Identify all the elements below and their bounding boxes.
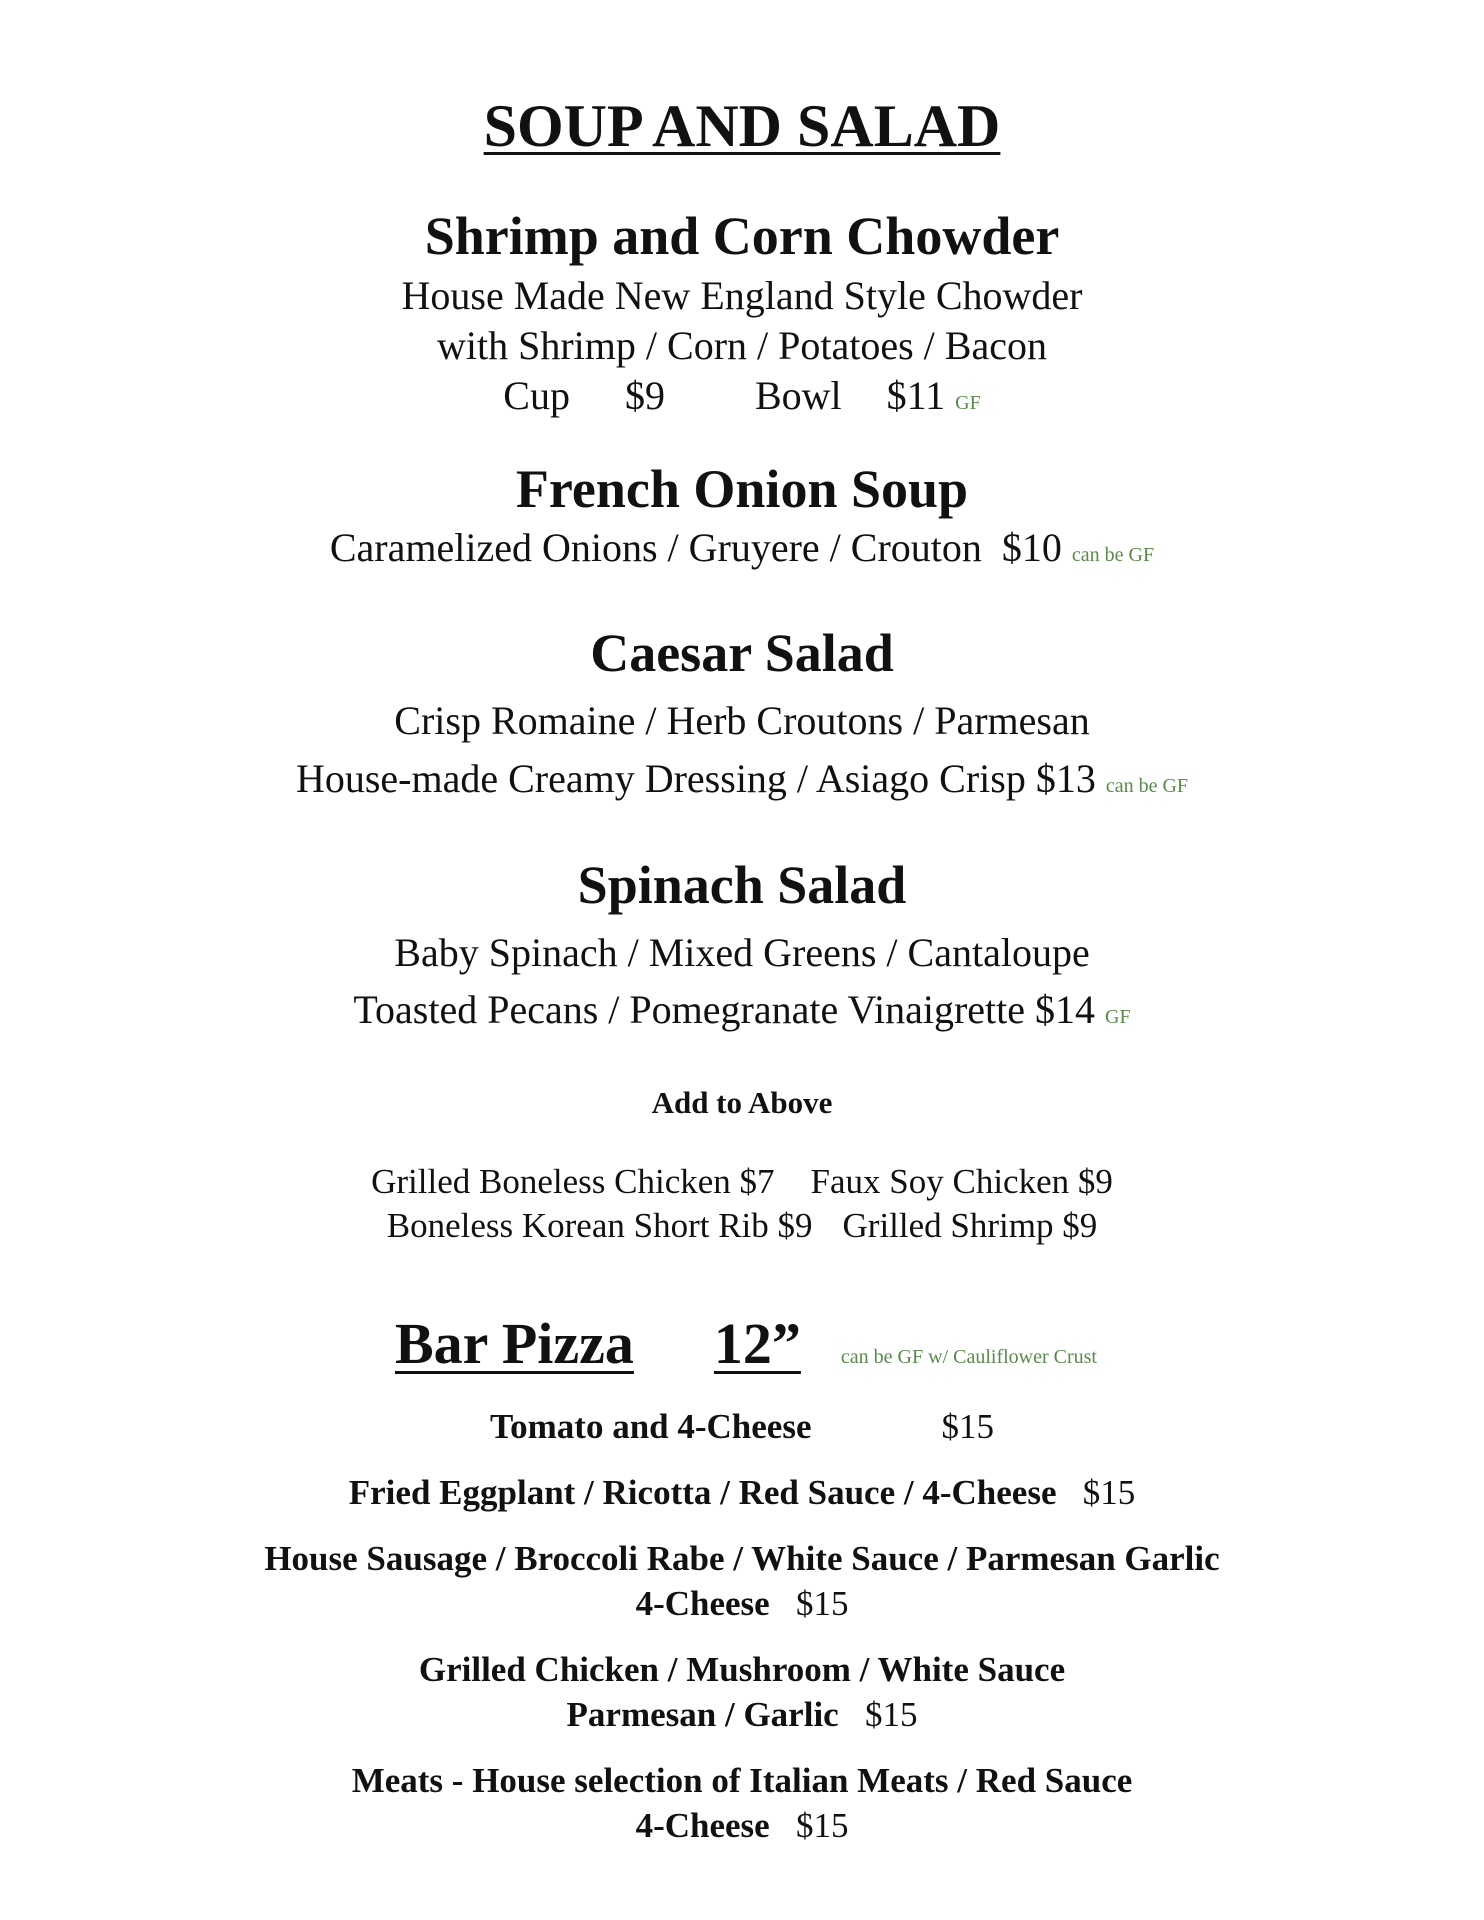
item-name-french-onion: French Onion Soup xyxy=(515,459,969,519)
cup-label: Cup xyxy=(503,373,570,418)
item-price: $14 xyxy=(1035,987,1096,1032)
item-desc-caesar-1: Crisp Romaine / Herb Croutons / Parmesan xyxy=(394,698,1090,743)
item-desc-french-onion: Caramelized Onions / Gruyere / Crouton $10 can be GF xyxy=(329,525,1155,570)
addon-name: Faux Soy Chicken xyxy=(810,1162,1070,1201)
bowl-label: Bowl xyxy=(754,373,842,418)
addon-name: Grilled Boneless Chicken xyxy=(371,1162,731,1201)
item-desc-chowder-2: with Shrimp / Corn / Potatoes / Bacon xyxy=(437,323,1047,368)
gf-badge: GF xyxy=(955,392,981,414)
addon-price: $9 xyxy=(1077,1162,1113,1201)
pizza-item-5-line-1: Meats - House selection of Italian Meats / Red Sauce xyxy=(351,1761,1133,1800)
pizza-price: $15 xyxy=(864,1695,918,1734)
pizza-price: $15 xyxy=(795,1806,849,1845)
addon-price: $9 xyxy=(1062,1206,1098,1245)
pizza-item-1: Tomato and 4-Cheese $15 xyxy=(490,1407,994,1446)
item-desc-spinach-1: Baby Spinach / Mixed Greens / Cantaloupe xyxy=(394,930,1090,975)
addon-name: Boneless Korean Short Rib xyxy=(386,1206,769,1245)
pizza-price: $15 xyxy=(795,1584,849,1623)
bowl-price: $11 xyxy=(886,373,946,418)
section-title: SOUP AND SALAD xyxy=(483,93,1001,159)
addon-name: Grilled Shrimp xyxy=(842,1206,1054,1245)
pizza-header xyxy=(395,1310,1097,1377)
item-prices-chowder xyxy=(0,372,1484,419)
add-to-above-heading: Add to Above xyxy=(651,1085,833,1120)
pizza-price: $15 xyxy=(941,1407,994,1446)
gf-badge: can be GF xyxy=(1105,775,1189,797)
item-desc-caesar-2: House-made Creamy Dressing / Asiago Crisp $13 can be GF xyxy=(295,756,1189,801)
addon-row-1 xyxy=(0,1162,1484,1202)
item-name-chowder: Shrimp and Corn Chowder xyxy=(424,206,1060,266)
pizza-price: $15 xyxy=(1082,1473,1136,1512)
pizza-item-2: Fried Eggplant / Ricotta / Red Sauce / 4-Cheese $15 xyxy=(348,1473,1136,1512)
item-price: $10 xyxy=(1001,525,1062,570)
item-desc-chowder-1: House Made New England Style Chowder xyxy=(401,273,1083,318)
pizza-item-4-line-1: Grilled Chicken / Mushroom / White Sauce xyxy=(418,1650,1066,1689)
pizza-item-4-line-2: Parmesan / Garlic $15 xyxy=(566,1695,918,1734)
addon-row-2 xyxy=(0,1206,1484,1246)
cup-price: $9 xyxy=(624,373,665,418)
pizza-item-3-line-2: 4-Cheese $15 xyxy=(635,1584,849,1623)
pizza-item-3-line-1: House Sausage / Broccoli Rabe / White Sauce / Parmesan Garlic xyxy=(264,1539,1220,1578)
item-name-spinach: Spinach Salad xyxy=(577,855,907,915)
addon-price: $7 xyxy=(739,1162,775,1201)
addon-price: $9 xyxy=(777,1206,813,1245)
gf-badge: can be GF xyxy=(1071,544,1155,566)
item-price: $13 xyxy=(1035,756,1096,801)
pizza-gf-note: can be GF w/ Cauliflower Crust xyxy=(840,1346,1097,1368)
pizza-title: Bar Pizza 12” xyxy=(395,1311,801,1376)
gf-badge: GF xyxy=(1105,1006,1131,1028)
item-desc-spinach-2: Toasted Pecans / Pomegranate Vinaigrette $14 GF xyxy=(353,987,1131,1032)
item-name-caesar: Caesar Salad xyxy=(590,623,894,683)
pizza-item-5-line-2: 4-Cheese $15 xyxy=(635,1806,849,1845)
